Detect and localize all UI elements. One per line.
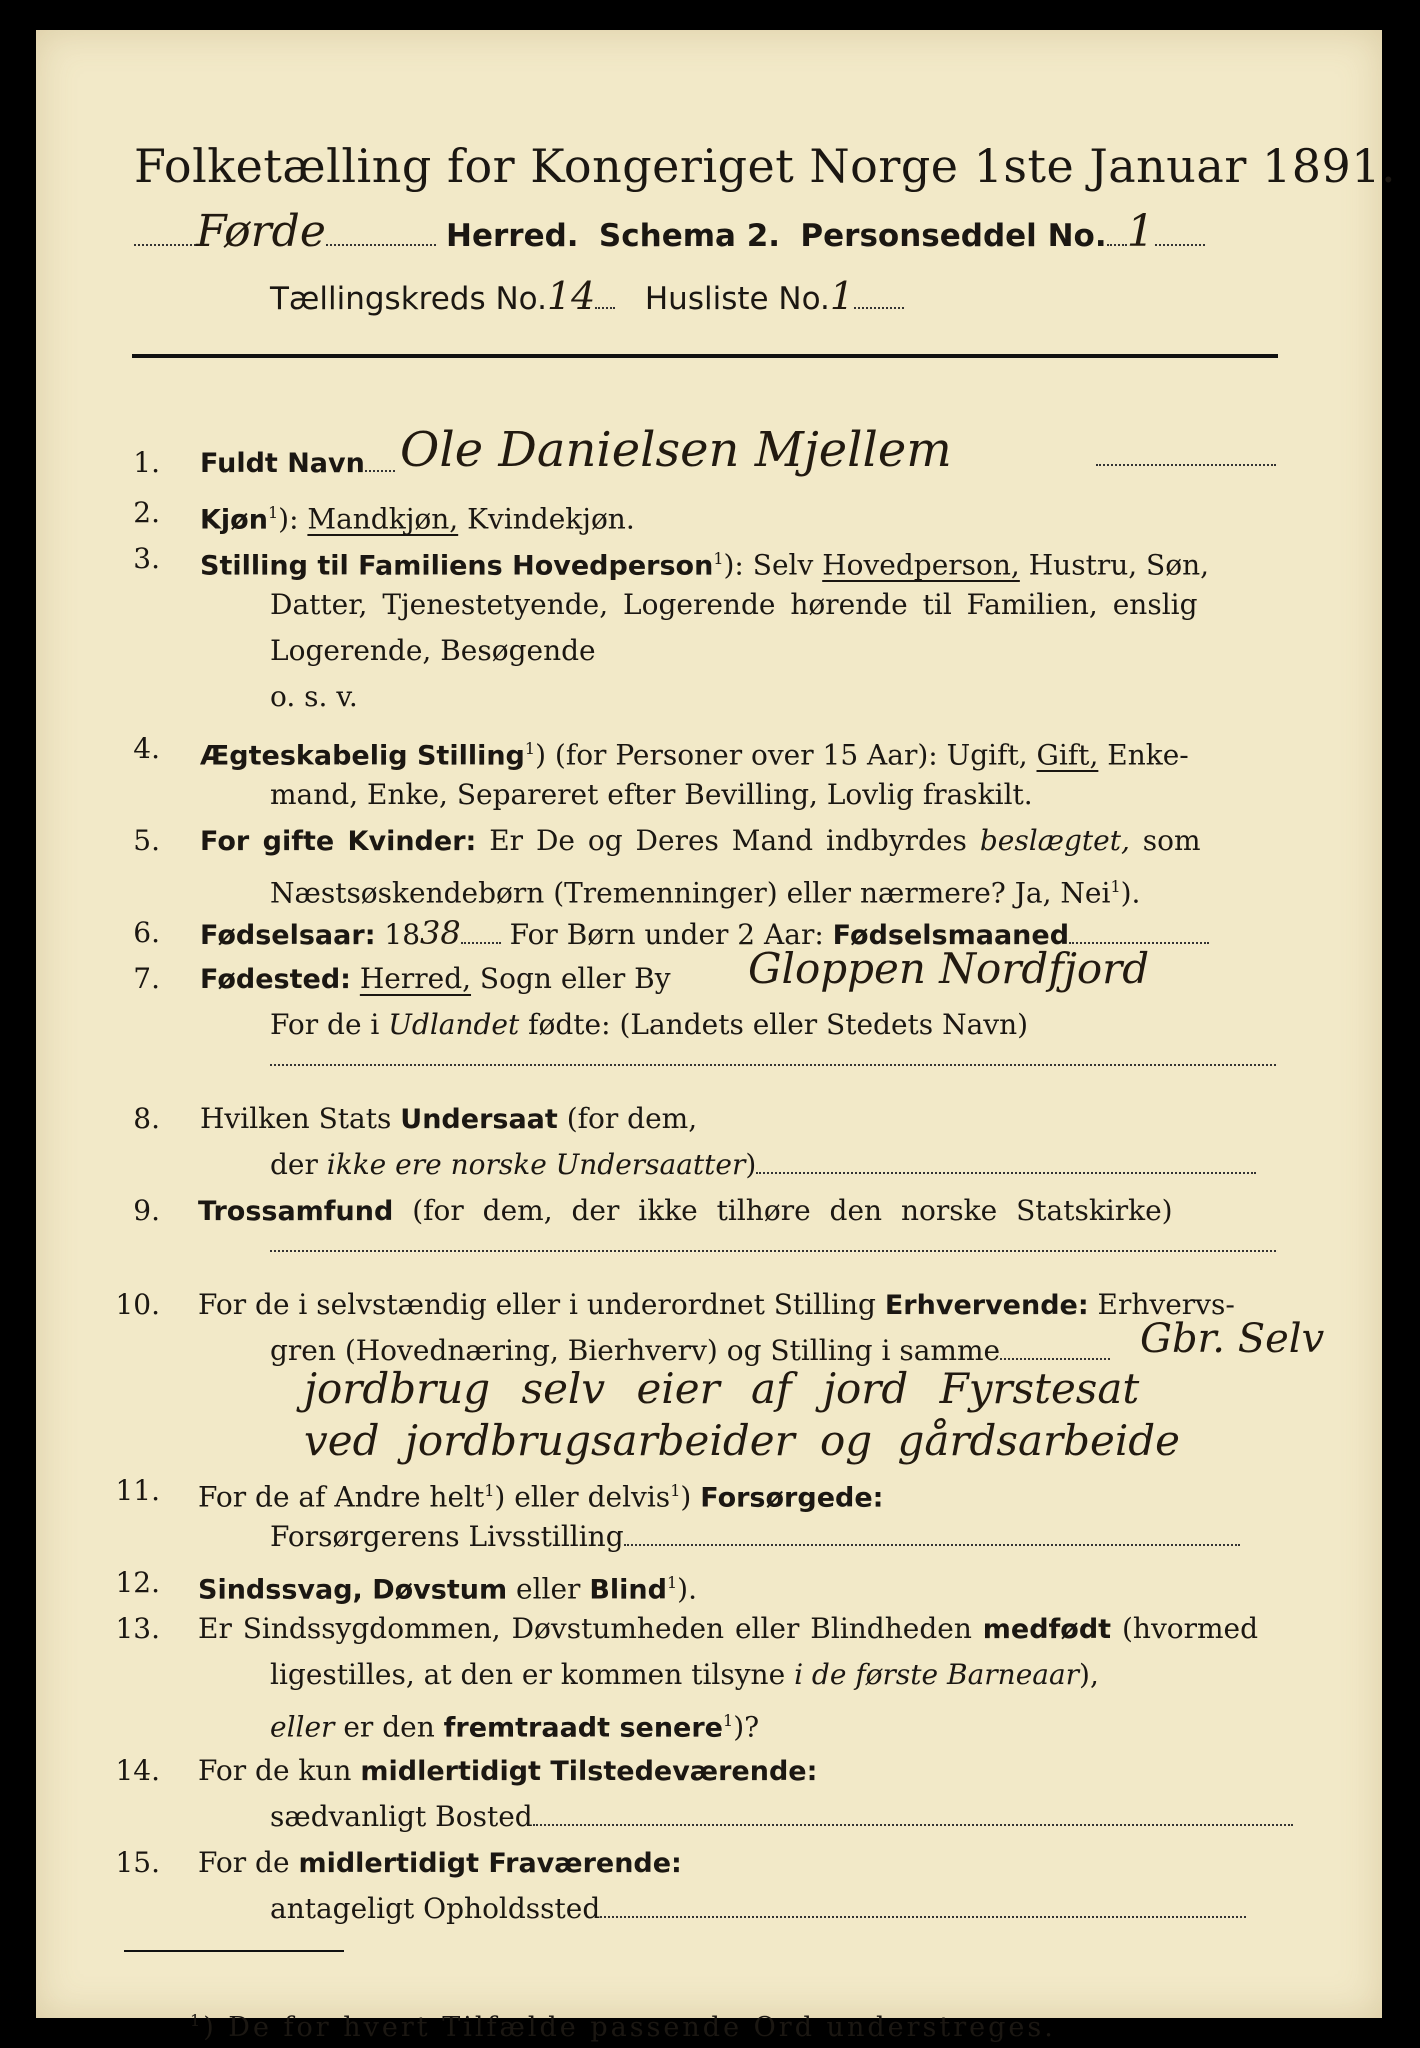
text: gren (Hovednæring, Bierhverv) og Stilling i samme [270, 1334, 1001, 1367]
header-line [134, 206, 1205, 258]
text: beslægtet, [979, 824, 1130, 857]
married-women-label: For gifte Kvinder: [200, 826, 477, 857]
text: Sogn eller By [479, 962, 671, 995]
temporary-present-label: midlertidigt Tilstedeværende: [360, 1756, 818, 1787]
text: Udlandet [388, 1008, 520, 1041]
text: Enke- [1107, 738, 1189, 772]
text: 18 [384, 918, 421, 951]
husliste-label: Husliste No. [644, 281, 830, 317]
dependents-label: Forsørgede: [700, 1482, 884, 1514]
congenital-label: medfødt [982, 1614, 1112, 1645]
field-number: 6. [133, 916, 160, 949]
text: sædvanligt Bosted [270, 1800, 533, 1833]
text: Er Sindssygdommen, Døvstumheden eller Blindheden [198, 1612, 972, 1645]
occupation-label: Erhvervende: [884, 1290, 1089, 1321]
marital-status-label: Ægteskabelig Stilling [200, 740, 525, 772]
text: ). [1120, 876, 1141, 910]
text: For Børn under 2 Aar: [509, 918, 824, 951]
header-divider [132, 354, 1278, 358]
form-title: Folketælling for Kongeriget Norge 1ste Januar 1891. [134, 139, 1397, 193]
husliste-no-handwritten: 1 [829, 274, 855, 318]
text: For de [198, 1846, 290, 1879]
later-onset-label: fremtraadt senere [443, 1712, 723, 1744]
field-number: 10. [115, 1288, 160, 1321]
text: Hvilken Stats [200, 1102, 392, 1135]
gender-option: Kvindekjøn. [467, 502, 635, 536]
footnote-ref: 1 [484, 1481, 495, 1500]
footnote-ref: 1 [267, 503, 279, 522]
footnote-ref: 1 [723, 1711, 734, 1730]
full-name-label: Fuldt Navn [200, 448, 365, 479]
religion-dotline [270, 1240, 1276, 1252]
foreign-birthplace-dotline [270, 1054, 1276, 1066]
family-position-selected: Hovedperson, [822, 548, 1020, 582]
punct: ): [278, 502, 299, 536]
text: ). [677, 1572, 697, 1606]
field-11-line2 [270, 1518, 1240, 1556]
field-15-line2 [270, 1890, 1246, 1928]
text: (for dem, der ikke tilhøre den norske Statskirke) [412, 1194, 1173, 1227]
field-3-line4: o. s. v. [270, 680, 358, 713]
text: fødte: (Landets eller Stedets Navn) [528, 1008, 1029, 1041]
text: For de kun [198, 1754, 352, 1787]
text: (hvormed [1121, 1612, 1259, 1645]
footnote-text: ) De for hvert Tilfælde passende Ord understreges. [203, 2012, 1056, 2043]
field-number: 15. [115, 1846, 160, 1879]
census-form [36, 30, 1397, 2043]
birth-year-handwritten: 38 [420, 914, 461, 952]
field-number: 11. [115, 1474, 160, 1507]
text: ) eller delvis [494, 1480, 671, 1514]
field-number: 12. [115, 1566, 160, 1599]
field-number: 3. [133, 542, 160, 575]
marital-status-selected: Gift, [1036, 738, 1099, 772]
blind-label: Blind [589, 1574, 667, 1606]
footnote-ref: 1 [524, 739, 536, 758]
schema-label: Schema 2. [598, 218, 781, 254]
field-number: 7. [133, 962, 160, 995]
field-number: 14. [115, 1754, 160, 1787]
field-3-line3: Logerende, Besøgende [270, 634, 596, 667]
text: Er De og Deres Mand indbyrdes [489, 824, 967, 857]
gender-selected: Mandkjøn, [307, 502, 459, 536]
field-5-line2 [270, 868, 1140, 912]
field-number: 2. [133, 496, 160, 529]
text: ) [680, 1480, 692, 1514]
footnote-ref: 1 [713, 549, 724, 568]
occupation-handwritten-3: ved jordbrugsarbeider og gårdsarbeide [304, 1416, 1180, 1465]
field-number: 4. [133, 732, 160, 765]
field-13-line2: ligestilles, at den er kommen tilsyne i de første Barneaar), [270, 1658, 1099, 1691]
text: ) (for Personer over 15 Aar): Ugift, [535, 738, 1028, 772]
field-14-line2 [270, 1798, 1293, 1836]
text: Hustru, Søn, [1028, 548, 1210, 582]
field-7-line2 [270, 1006, 1028, 1044]
text: ligestilles, at den er kommen tilsyne [270, 1658, 786, 1691]
footnote [190, 2002, 1056, 2047]
field-8-line2: der ikke ere norske Undersaatter) [270, 1146, 1256, 1184]
birth-year-label: Fødselsaar: [200, 920, 376, 951]
personseddel-label: Personseddel No. [800, 218, 1107, 254]
text: For de i [270, 1008, 380, 1041]
text: antageligt Opholdssted [270, 1892, 601, 1925]
text: ): Selv [723, 548, 814, 582]
field-number: 5. [133, 824, 160, 857]
religion-label: Trossamfund [198, 1196, 394, 1227]
birthplace-label: Fødested: [200, 964, 351, 995]
text: For de af Andre helt [198, 1480, 485, 1514]
text: Erhvervs- [1097, 1288, 1235, 1321]
full-name-dotline [1096, 454, 1276, 466]
occupation-handwritten-2: jordbrug selv eier af jord Fyrstesat [304, 1364, 1140, 1413]
field-number: 13. [115, 1612, 160, 1645]
field-number: 8. [133, 1102, 160, 1135]
herred-name-handwritten: Førde [196, 206, 326, 257]
text: (for dem, [566, 1102, 698, 1135]
field-number: 1. [133, 446, 160, 479]
text: i de første Barneaar [794, 1658, 1080, 1691]
footnote-divider [124, 1950, 344, 1952]
field-number: 9. [133, 1194, 160, 1227]
kreds-label: Tællingskreds No. [270, 281, 547, 317]
text: ikke ere norske Undersaatter [326, 1148, 746, 1181]
family-position-label: Stilling til Familiens Hovedperson [200, 550, 714, 582]
birthplace-handwritten: Gloppen Nordfjord [748, 944, 1150, 993]
herred-label: Herred. [446, 218, 579, 254]
footnote-ref: 1 [670, 1481, 681, 1500]
full-name-handwritten: Ole Danielsen Mjellem [400, 422, 952, 478]
kreds-no-handwritten: 14 [546, 274, 596, 318]
disability-label: Sindssvag, Døvstum [198, 1574, 508, 1606]
personseddel-no-handwritten: 1 [1126, 206, 1155, 257]
text: For de i selvstændig eller i underordnet Stilling [198, 1288, 876, 1321]
field-3-line2: Datter, Tjenestetyende, Logerende hørende til Familien, enslig [270, 588, 1198, 621]
birth-month-label: Fødselsmaaned [832, 920, 1070, 951]
text: eller [516, 1572, 581, 1606]
footnote-ref: 1 [666, 1573, 678, 1592]
field-4-line2: mand, Enke, Separeret efter Bevilling, Lovlig fraskilt. [270, 778, 1033, 811]
text: som [1142, 824, 1201, 857]
birthplace-selected: Herred, [359, 962, 472, 995]
field-13-line3: eller er den fremtraadt senere$^1$)? [270, 1710, 760, 1744]
text: der [270, 1148, 318, 1181]
gender-label: Kjøn [200, 504, 268, 536]
occupation-handwritten-1: Gbr. Selv [1140, 1316, 1325, 1362]
footnote-ref: 1 [1110, 877, 1121, 896]
text: eller [270, 1710, 335, 1744]
kreds-line [270, 274, 904, 321]
text: Næstsøskendebørn (Tremenninger) eller nærmere? Ja, Nei [270, 876, 1111, 910]
text: er den [343, 1710, 435, 1744]
citizenship-label: Undersaat [400, 1104, 558, 1135]
footnote-ref: 1 [190, 2011, 204, 2030]
temporary-absent-label: midlertidigt Fraværende: [298, 1848, 682, 1879]
text: Forsørgerens Livsstilling [270, 1520, 624, 1553]
